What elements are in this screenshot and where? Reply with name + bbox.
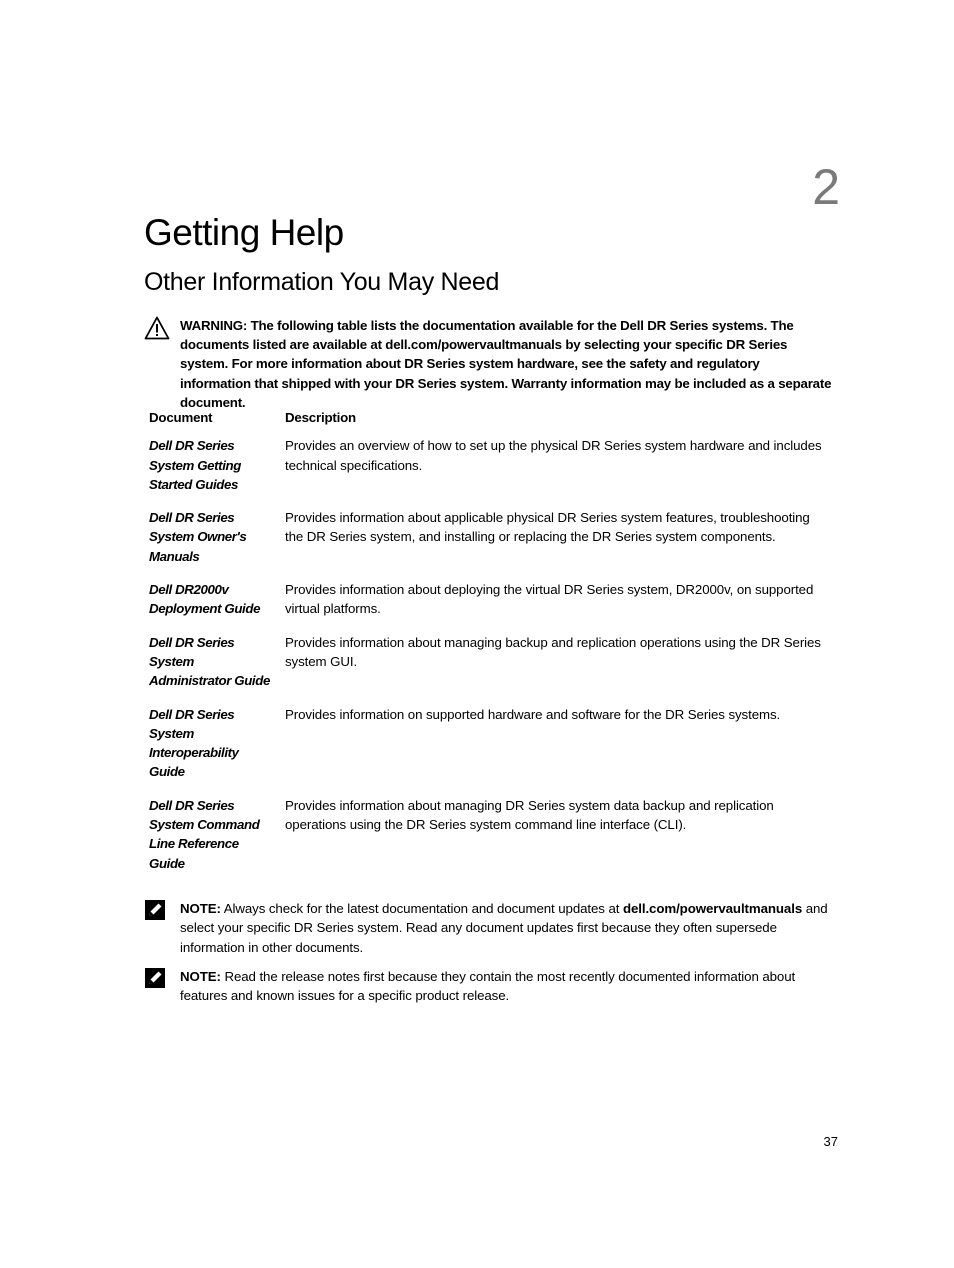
document-description: Provides information about managing backup and replication operations using the DR Series system GUI.	[285, 634, 821, 669]
note-release-notes	[144, 967, 834, 1006]
note-label: NOTE:	[180, 901, 221, 916]
warning-icon	[144, 316, 170, 345]
warning-block	[144, 316, 834, 412]
table-row	[144, 578, 836, 631]
table-row	[144, 506, 836, 578]
document-title: Dell DR Series System Command Line Reference Guide	[149, 797, 260, 871]
note-text: Read the release notes first because they contain the most recently documented information about features and known issues for a specific product release.	[180, 969, 796, 1004]
header-description: Description	[285, 410, 356, 425]
table-row	[144, 434, 836, 506]
note-documentation-updates	[144, 899, 834, 957]
document-description: Provides information about managing DR Series system data backup and replication operations using the DR Series system command line interface (CLI).	[285, 797, 774, 833]
document-title: Dell DR Series System Interoperability Guide	[149, 706, 239, 780]
table-header-row	[144, 406, 836, 434]
warning-text: WARNING: The following table lists the documentation available for the Dell DR Series systems. The documents listed are available at dell.com/powervaultmanuals by selecting your specific DR Series system. For more information about DR Series system hardware, see the safety and regulatory information that shipped with your DR Series system. Warranty information may be included as a separate document.	[180, 318, 832, 410]
header-document: Document	[149, 410, 213, 425]
table-row	[144, 631, 836, 703]
document-description: Provides information about deploying the virtual DR Series system, DR2000v, on supported virtual platforms.	[285, 582, 814, 617]
note-text: Always check for the latest documentation and document updates at	[220, 901, 623, 916]
document-title: Dell DR Series System Administrator Guide	[149, 634, 270, 689]
table-row	[144, 703, 836, 794]
document-description: Provides information on supported hardware and software for the DR Series systems.	[285, 706, 781, 722]
note-pencil-icon	[144, 899, 166, 926]
document-title: Dell DR Series System Getting Started Guides	[149, 438, 241, 492]
document-title: Dell DR Series System Owner's Manuals	[149, 510, 247, 564]
chapter-title: Getting Help	[144, 212, 344, 253]
documentation-table	[144, 406, 836, 885]
manuals-link[interactable]: dell.com/powervaultmanuals	[622, 901, 803, 916]
table-row	[144, 794, 836, 885]
note-pencil-icon	[144, 967, 166, 994]
section-title: Other Information You May Need	[144, 268, 500, 296]
document-description: Provides an overview of how to set up the physical DR Series system hardware and includes technical specifications.	[285, 438, 822, 473]
chapter-number: 2	[812, 159, 840, 215]
note-text-continued: and select your specific DR Series system. Read any document updates first because they often supersede information in other documents.	[180, 901, 828, 955]
note-label: NOTE:	[180, 969, 221, 984]
page-number: 37	[823, 1134, 838, 1149]
document-description: Provides information about applicable physical DR Series system features, troubleshooting the DR Series system, and installing or replacing the DR Series system components.	[285, 510, 810, 545]
document-title: Dell DR2000v Deployment Guide	[149, 582, 261, 617]
